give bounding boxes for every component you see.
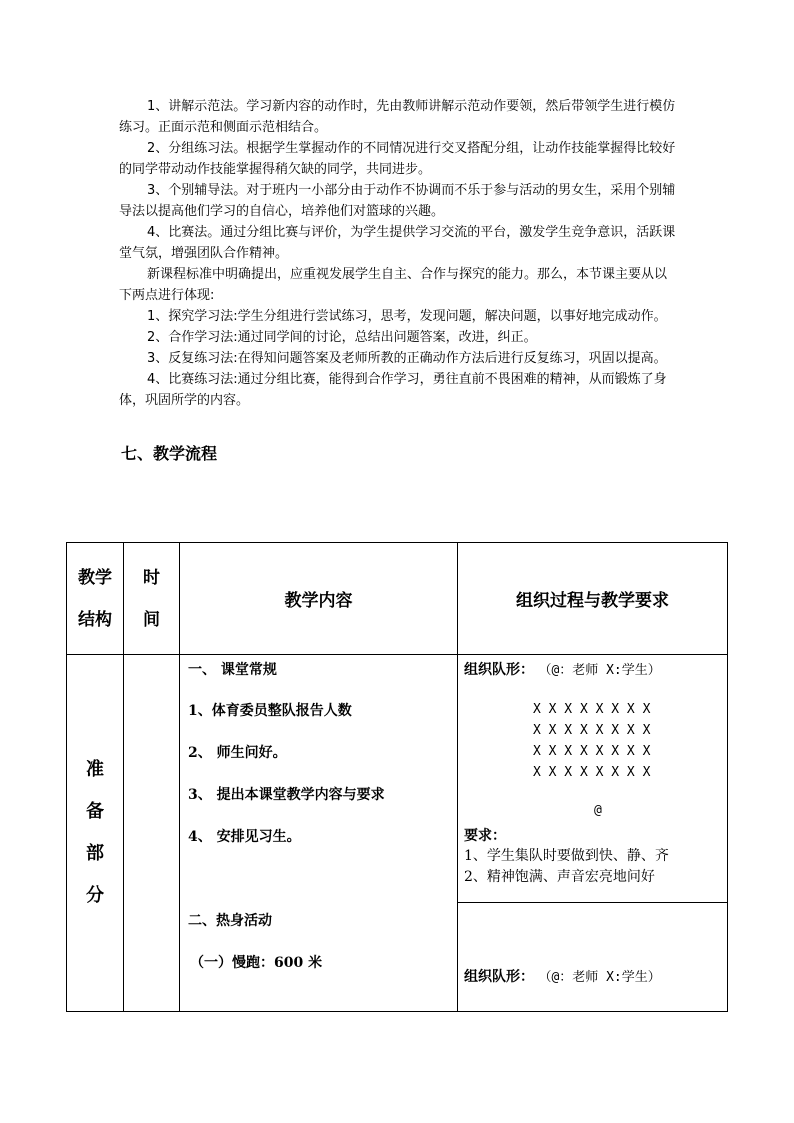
method-2: 2、分组练习法。根据学生掌握动作的不同情况进行交叉搭配分组，让动作技能掌握得比较好的同学带动动作技能掌握得稍欠缺的同学，共同进步。 <box>119 141 676 177</box>
org1-title: 组织队形： <box>464 662 534 678</box>
time-cell <box>124 655 180 1012</box>
standards-paragraph: 新课程标准中明确提出，应重视发展学生自主、合作与探究的能力。那么，本节课主要从以下两点进行体现: <box>119 267 668 303</box>
method-3: 3、个别辅导法。对于班内一小部分由于动作不协调而不乐于参与活动的男女生，采用个别辅导法以提高他们学习的自信心，培养他们对篮球的兴趣。 <box>119 183 676 219</box>
section-preparation <box>67 655 124 1012</box>
org2-legend: （@：老师 X:学生） <box>538 970 661 985</box>
org-cell-2 <box>458 903 728 1012</box>
formation-row: X X X X X X X X <box>533 702 651 717</box>
method-1: 1、讲解示范法。学习新内容的动作时，先由教师讲解示范动作要领，然后带领学生进行模仿练习。正面示范和侧面示范相结合。 <box>119 99 676 135</box>
header-time-line2: 间 <box>143 609 160 630</box>
content-line-5: 4、 安排见习生。 <box>188 829 301 845</box>
header-structure-line1: 教学 <box>78 567 112 588</box>
method-4: 4、比赛法。通过分组比赛与评价，为学生提供学习交流的平台，激发学生竞争意识，活跃课堂气氛，增强团队合作精神。 <box>119 225 676 261</box>
header-time <box>124 543 180 655</box>
teacher-marker: @ <box>594 803 602 818</box>
formation-row: X X X X X X X X <box>533 723 651 738</box>
section-char-1: 准 <box>86 759 104 780</box>
section-char-4: 分 <box>86 885 104 906</box>
learn-method-2: 2、合作学习法:通过同学间的讨论，总结出问题答案，改进，纠正。 <box>147 330 537 345</box>
formation-row: X X X X X X X X <box>533 744 651 759</box>
section-heading: 七、教学流程 <box>121 444 218 463</box>
header-time-line1: 时 <box>143 567 160 588</box>
header-structure <box>67 543 124 655</box>
content-cell <box>180 655 458 1012</box>
org-cell-1 <box>458 655 728 903</box>
method-list <box>119 96 679 411</box>
org2-title: 组织队形： <box>464 969 534 985</box>
learn-method-4: 4、比赛练习法:通过分组比赛，能得到合作学习，勇往直前不畏困难的精神，从而锻炼了身体，巩固所学的内容。 <box>119 372 667 408</box>
header-content: 教学内容 <box>180 543 458 655</box>
requirement-2: 2、精神饱满、声音宏亮地问好 <box>464 869 655 885</box>
header-structure-line2: 结构 <box>78 609 112 630</box>
org1-legend: （@：老师 X:学生） <box>538 663 661 678</box>
content-line-2: 1、体育委员整队报告人数 <box>188 703 352 719</box>
content-line-1: 一、 课堂常规 <box>188 662 277 678</box>
formation-row: X X X X X X X X <box>533 765 651 780</box>
requirement-1: 1、学生集队时要做到快、静、齐 <box>464 848 669 864</box>
learn-method-1: 1、探究学习法:学生分组进行尝试练习，思考，发现问题，解决问题，以事好地完成动作。 <box>147 309 667 324</box>
content-line-7: （一）慢跑：600 米 <box>190 955 323 971</box>
org1-title-line <box>464 659 661 679</box>
section-char-2: 备 <box>86 801 104 822</box>
content-line-3: 2、 师生问好。 <box>188 745 287 761</box>
learn-method-3: 3、反复练习法:在得知问题答案及老师所教的正确动作方法后进行反复练习，巩固以提高。 <box>147 351 667 366</box>
requirement-title: 要求： <box>464 828 506 844</box>
content-line-6: 二、热身活动 <box>188 913 272 929</box>
org2-title-line <box>464 966 661 986</box>
section-char-3: 部 <box>86 843 104 864</box>
header-process: 组织过程与教学要求 <box>458 543 728 655</box>
formation-grid <box>533 699 650 783</box>
content-line-4: 3、 提出本课堂教学内容与要求 <box>188 787 385 803</box>
lesson-table <box>66 542 728 1012</box>
